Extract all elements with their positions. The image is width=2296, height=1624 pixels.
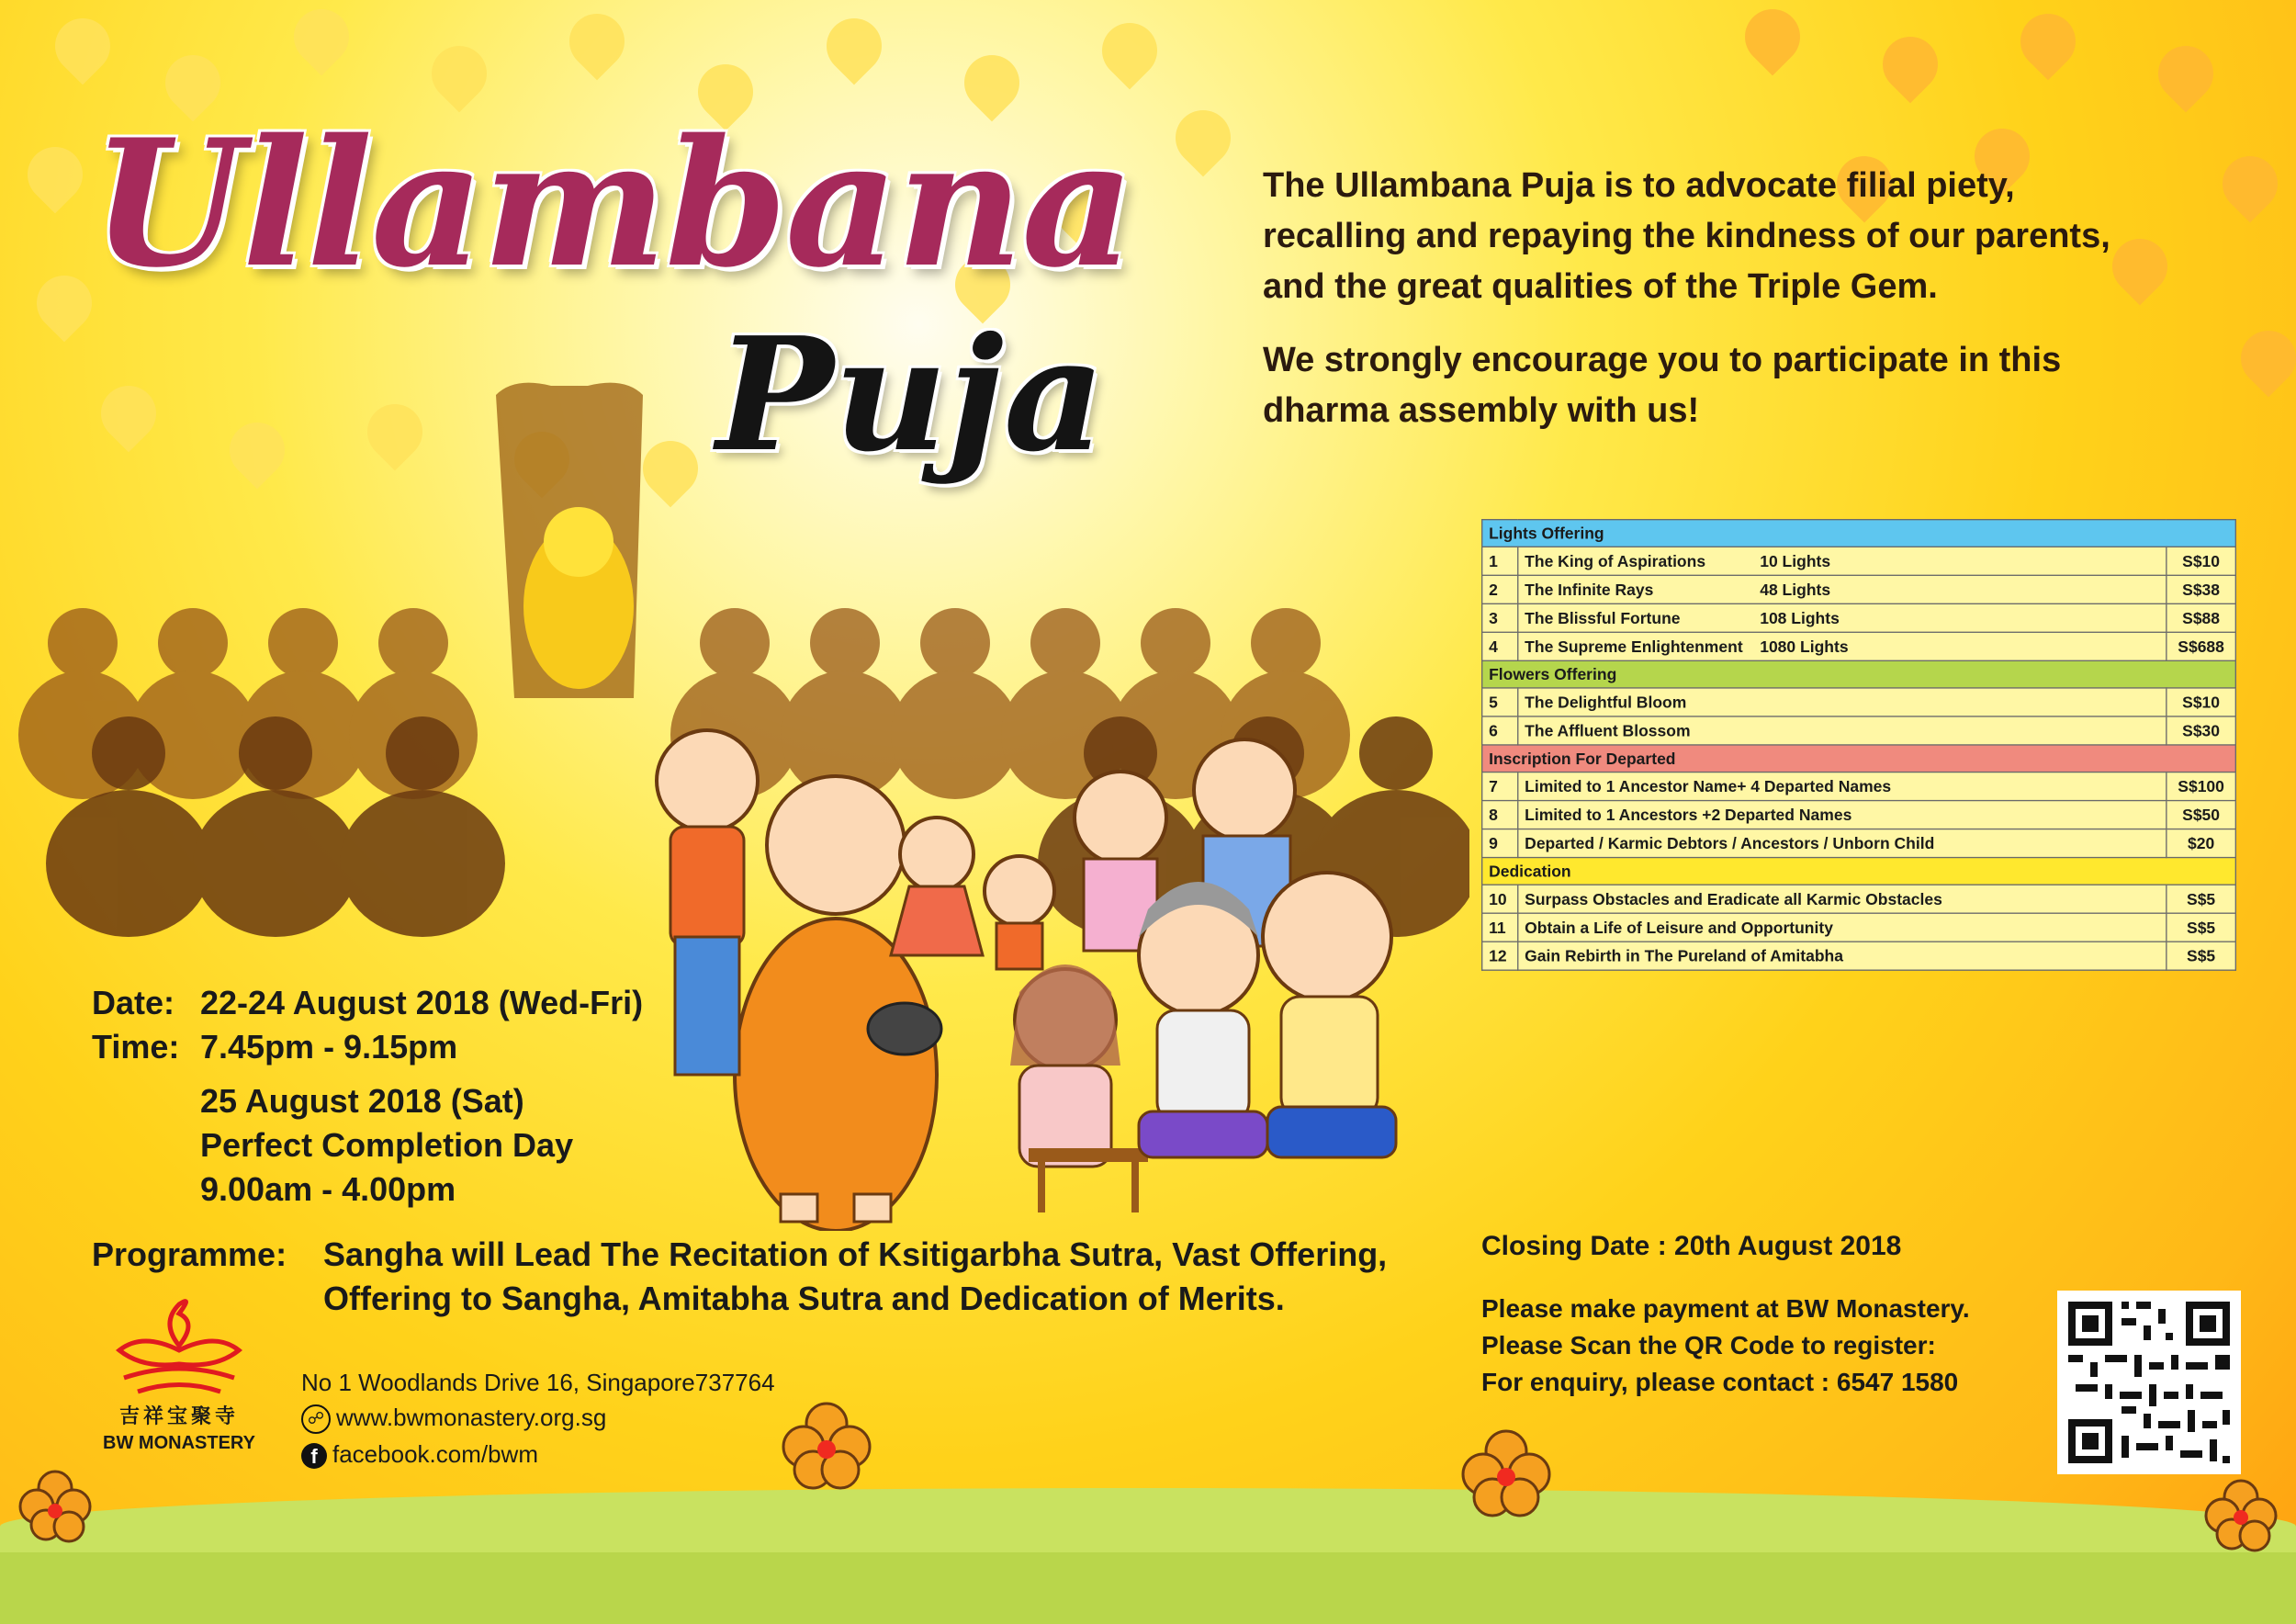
time-row [92,1025,643,1069]
row-number: 6 [1482,716,1518,745]
completion-time: 9.00am - 4.00pm [200,1170,456,1208]
row-number: 1 [1482,547,1518,575]
row-number: 8 [1482,801,1518,829]
title-ullambana: Ullambana [92,101,1133,306]
offering-quantity: 1080 Lights [1760,637,1849,656]
programme-line-1: Sangha will Lead The Recitation of Ksitigarbha Sutra, Vast Offering, [323,1235,1388,1273]
table-row [1482,942,2236,970]
globe-icon: ☍ [301,1404,331,1434]
row-number: 12 [1482,942,1518,970]
offering-name: The Affluent Blossom [1518,716,2167,745]
offering-price: S$688 [2167,632,2235,660]
offering-price: S$100 [2167,773,2235,801]
table-row [1482,716,2236,745]
title-puja: Puja [716,303,1106,487]
offering-price: S$30 [2167,716,2235,745]
lights-offering-header-row [1482,520,2236,547]
offering-price: S$88 [2167,603,2235,632]
time-value: 7.45pm - 9.15pm [200,1028,458,1066]
programme-line-2: Offering to Sangha, Amitabha Sutra and Dedication of Merits. [323,1280,1285,1317]
offering-name: The Delightful Bloom [1518,688,2167,716]
flowers-offering-header: Flowers Offering [1482,660,2236,688]
dedication-header-row [1482,858,2236,885]
offering-price: S$5 [2167,913,2235,942]
offering-price: S$5 [2167,885,2235,913]
offering-price: $20 [2167,829,2235,858]
payment-line: Please make payment at BW Monastery. [1481,1294,1970,1323]
inscription-header-row [1482,745,2236,773]
offering-name [1518,632,2167,660]
date-value: 22-24 August 2018 (Wed-Fri) [200,984,644,1021]
date-row [92,981,643,1025]
intro-line: recalling and repaying the kindness of our parents, [1263,217,2110,255]
row-number: 3 [1482,603,1518,632]
table-row [1482,547,2236,575]
row-number: 11 [1482,913,1518,942]
intro-line: We strongly encourage you to participate in this [1263,341,2062,379]
offering-name: Limited to 1 Ancestors +2 Departed Names [1518,801,2167,829]
logo-name: BW MONASTERY [103,1433,255,1453]
offering-quantity: 48 Lights [1760,580,1831,599]
row-number: 2 [1482,575,1518,603]
offering-price: S$38 [2167,575,2235,603]
table-row [1482,913,2236,942]
offering-name: Gain Rebirth in The Pureland of Amitabha [1518,942,2167,970]
payment-line: Please Scan the QR Code to register: [1481,1331,1936,1359]
payment-info [1481,1291,1970,1401]
offering-quantity: 108 Lights [1760,608,1840,627]
address: No 1 Woodlands Drive 16, Singapore737764 [301,1369,775,1396]
offering-price: S$5 [2167,942,2235,970]
offering-name [1518,575,2167,603]
facebook-link[interactable]: facebook.com/bwm [332,1440,538,1468]
table-row [1482,773,2236,801]
flowers-offering-header-row [1482,660,2236,688]
row-number: 7 [1482,773,1518,801]
lotus-logo-icon [106,1295,253,1401]
offering-name-text: The Supreme Enlightenment [1525,637,1743,656]
programme-block [92,1233,1387,1321]
table-row [1482,632,2236,660]
website-row [301,1404,606,1434]
table-row [1482,885,2236,913]
website-link[interactable]: www.bwmonastery.org.sg [336,1404,607,1431]
offering-name-text: The King of Aspirations [1525,551,1706,570]
facebook-icon: f [301,1443,327,1469]
offering-name: Surpass Obstacles and Eradicate all Karmic Obstacles [1518,885,2167,913]
table-row [1482,575,2236,603]
offering-name-text: The Blissful Fortune [1525,608,1681,627]
table-row [1482,801,2236,829]
completion-date: 25 August 2018 (Sat) [200,1082,524,1120]
offering-name [1518,603,2167,632]
row-number: 4 [1482,632,1518,660]
row-number: 9 [1482,829,1518,858]
intro-line: The Ullambana Puja is to advocate filial piety, [1263,166,2015,205]
programme-label: Programme: [92,1235,287,1273]
schedule-block [92,981,643,1069]
intro-paragraph-2 [1263,335,2255,436]
lights-offering-header: Lights Offering [1482,520,2236,547]
offering-price: S$10 [2167,547,2235,575]
offering-name: Departed / Karmic Debtors / Ancestors / Unborn Child [1518,829,2167,858]
logo-chinese-name: 吉祥宝聚寺 [118,1405,239,1428]
offerings-table [1481,519,2236,971]
offering-price: S$50 [2167,801,2235,829]
intro-line: dharma assembly with us! [1263,391,1700,430]
completion-day-block [200,1079,573,1212]
offering-name: Obtain a Life of Leisure and Opportunity [1518,913,2167,942]
dedication-header: Dedication [1482,858,2236,885]
offering-name: Limited to 1 Ancestor Name+ 4 Departed Names [1518,773,2167,801]
date-label: Date: [92,984,175,1021]
registration-qr-code[interactable] [2057,1291,2241,1474]
programme-row [92,1233,1387,1277]
row-number: 10 [1482,885,1518,913]
intro-line: and the great qualities of the Triple Gem. [1263,267,1938,306]
offering-name-text: The Infinite Rays [1525,580,1654,599]
offering-name [1518,547,2167,575]
table-row [1482,829,2236,858]
family-and-monk-cartoon [643,716,1433,1231]
payment-line: For enquiry, please contact : 6547 1580 [1481,1368,1959,1396]
time-label: Time: [92,1028,180,1066]
offering-quantity: 10 Lights [1760,551,1831,570]
facebook-row [301,1440,538,1469]
closing-date: Closing Date : 20th August 2018 [1481,1231,1902,1261]
intro-paragraph-1 [1263,161,2255,312]
table-row [1482,603,2236,632]
row-number: 5 [1482,688,1518,716]
table-row [1482,688,2236,716]
inscription-header: Inscription For Departed [1482,745,2236,773]
completion-title: Perfect Completion Day [200,1126,574,1164]
offering-price: S$10 [2167,688,2235,716]
